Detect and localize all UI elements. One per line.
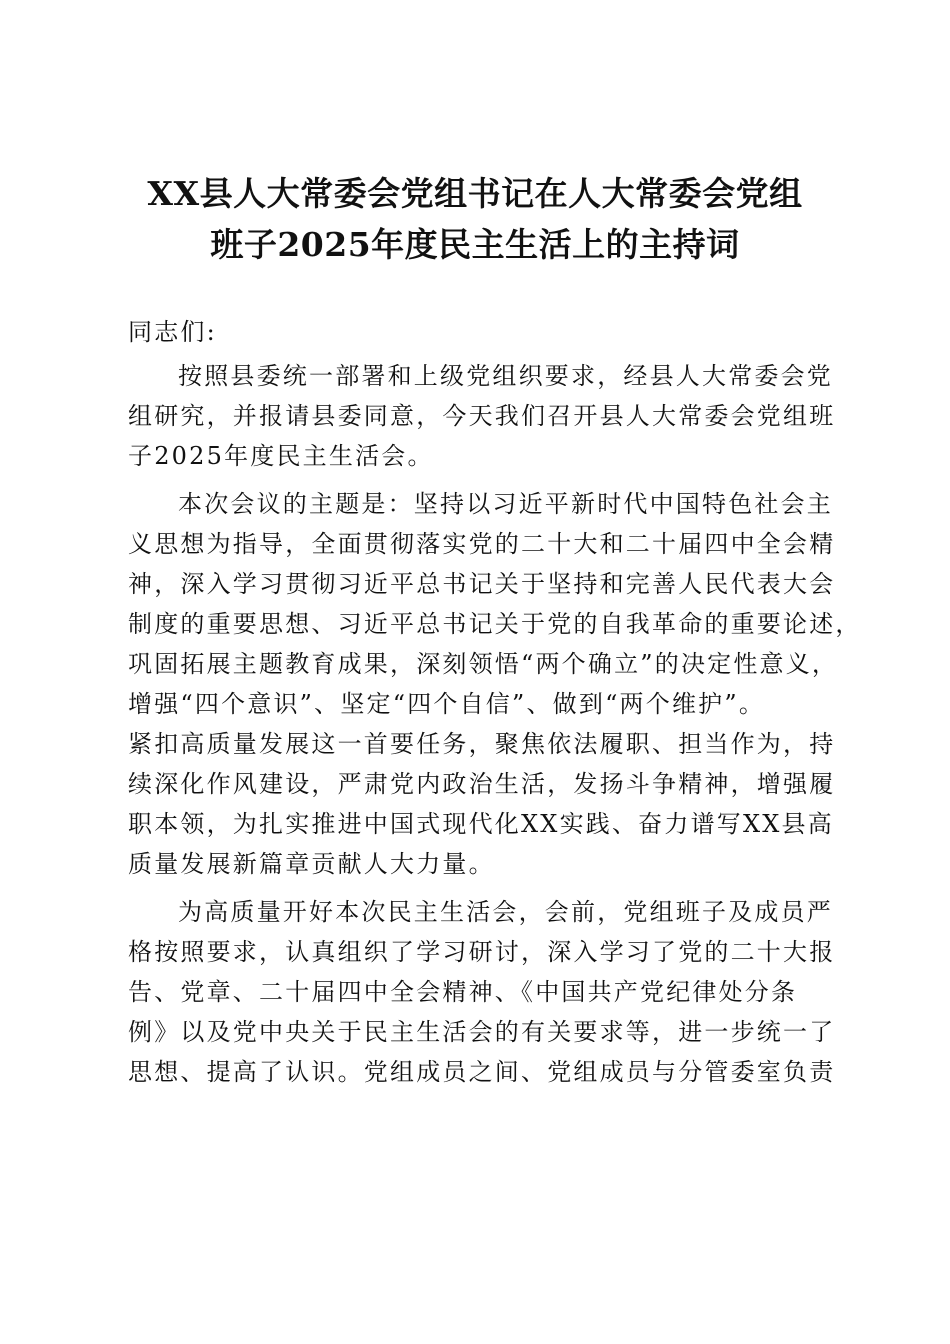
text-line: 告、党章、二十届四中全会精神、《中国共产党纪律处分条	[128, 978, 798, 1006]
document-body	[128, 312, 862, 1100]
paragraph-1	[128, 356, 840, 476]
text-line: 按照县委统一部署和上级党组织要求，经县人大常委会党	[178, 362, 833, 390]
text-line: 思想、提高了认识。党组成员之间、党组成员与分管委室负责	[128, 1058, 836, 1086]
text-line: 职本领，为扎实推进中国式现代化XX实践、奋力谱写XX县高	[128, 810, 834, 838]
text-line: 例》以及党中央关于民主生活会的有关要求等，进一步统一了	[128, 1018, 836, 1046]
paragraph-3	[128, 892, 840, 1092]
text-line: 组研究，并报请县委同意，今天我们召开县人大常委会党组班	[128, 402, 836, 430]
paragraph-2	[128, 484, 862, 884]
document-title	[110, 168, 840, 270]
title-line: 班子2025年度民主生活上的主持词	[210, 225, 740, 264]
text-line: 续深化作风建设，严肃党内政治生活，发扬斗争精神，增强履	[128, 770, 836, 798]
text-line: 巩固拓展主题教育成果，深刻领悟“两个确立”的决定性意义，	[128, 650, 839, 678]
text-line: 神，深入学习贯彻习近平总书记关于坚持和完善人民代表大会	[128, 570, 836, 598]
title-line: XX县人大常委会党组书记在人大常委会党组	[147, 174, 803, 213]
text-line: 义思想为指导，全面贯彻落实党的二十大和二十届四中全会精	[128, 530, 836, 558]
text-line: 紧扣高质量发展这一首要任务，聚焦依法履职、担当作为，持	[128, 730, 836, 758]
salutation: 同志们:	[128, 318, 217, 346]
text-line: 增强“四个意识”、坚定“四个自信”、做到“两个维护”。	[128, 690, 766, 718]
text-line: 子2025年度民主生活会。	[128, 442, 434, 470]
text-line: 制度的重要思想、习近平总书记关于党的自我革命的重要论述，	[128, 610, 862, 638]
text-line: 格按照要求，认真组织了学习研讨，深入学习了党的二十大报	[128, 938, 836, 966]
text-line: 本次会议的主题是：坚持以习近平新时代中国特色社会主	[178, 490, 833, 518]
text-line: 质量发展新篇章贡献人大力量。	[128, 850, 495, 878]
text-line: 为高质量开好本次民主生活会，会前，党组班子及成员严	[178, 898, 833, 926]
